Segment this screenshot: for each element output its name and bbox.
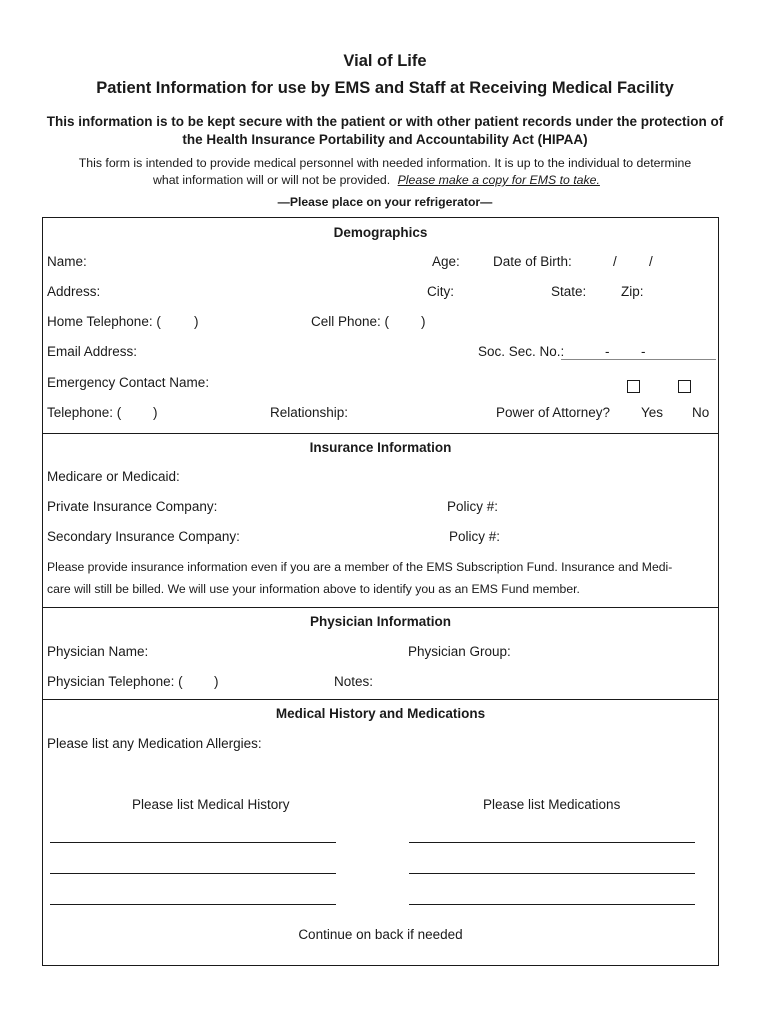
physician-telephone-label: Physician Telephone: ( bbox=[47, 674, 183, 689]
medications-line-2[interactable] bbox=[409, 873, 695, 874]
private-insurance-label: Private Insurance Company: bbox=[47, 499, 218, 514]
allergies-label: Please list any Medication Allergies: bbox=[47, 736, 262, 751]
home-phone-label: Home Telephone: ( bbox=[47, 314, 161, 329]
hipaa-line-2: the Health Insurance Portability and Accountability Act (HIPAA) bbox=[182, 132, 588, 147]
dob-slash-1: / bbox=[613, 254, 617, 269]
ssn-underline bbox=[561, 359, 716, 360]
medicare-label: Medicare or Medicaid: bbox=[47, 469, 180, 484]
address-label: Address: bbox=[47, 284, 101, 299]
home-phone-close-paren: ) bbox=[194, 314, 199, 329]
relationship-label: Relationship: bbox=[270, 405, 349, 420]
medical-heading: Medical History and Medications bbox=[275, 706, 486, 721]
cell-phone-label: Cell Phone: ( bbox=[311, 314, 390, 329]
state-label: State: bbox=[551, 284, 587, 299]
intro-text: what information will or will not be provided. bbox=[153, 173, 391, 187]
poa-label: Power of Attorney? bbox=[496, 405, 611, 420]
dob-label: Date of Birth: bbox=[493, 254, 572, 269]
intro-line-1: This form is intended to provide medical personnel with needed information. It is up to the individual to determine bbox=[78, 156, 692, 170]
physician-telephone-close-paren: ) bbox=[214, 674, 219, 689]
physician-name-label: Physician Name: bbox=[47, 644, 149, 659]
telephone-close-paren: ) bbox=[153, 405, 158, 420]
physician-group-label: Physician Group: bbox=[408, 644, 511, 659]
insurance-note-1: Please provide insurance information even if you are a member of the EMS Subscription Fund. Insurance and Medi- bbox=[47, 560, 673, 574]
insurance-note-2: care will still be billed. We will use your information above to identify you as an EMS Fund member. bbox=[47, 582, 580, 596]
history-line-2[interactable] bbox=[50, 873, 336, 874]
poa-yes-checkbox[interactable] bbox=[627, 380, 640, 393]
intro-line-2 bbox=[153, 173, 600, 187]
medical-history-label: Please list Medical History bbox=[132, 797, 290, 812]
email-label: Email Address: bbox=[47, 344, 138, 359]
history-line-3[interactable] bbox=[50, 904, 336, 905]
telephone-label: Telephone: ( bbox=[47, 405, 122, 420]
fridge-note: —Please place on your refrigerator— bbox=[277, 195, 493, 209]
ssn-dash-1: - bbox=[605, 344, 610, 359]
secondary-insurance-label: Secondary Insurance Company: bbox=[47, 529, 240, 544]
cell-phone-close-paren: ) bbox=[421, 314, 426, 329]
form-title: Vial of Life bbox=[343, 52, 427, 70]
insurance-heading: Insurance Information bbox=[309, 440, 452, 455]
medications-label: Please list Medications bbox=[483, 797, 621, 812]
dob-slash-2: / bbox=[649, 254, 653, 269]
policy-label-2: Policy #: bbox=[449, 529, 501, 544]
hipaa-line-1: This information is to be kept secure with the patient or with other patient records under the protection of bbox=[46, 114, 724, 129]
physician-notes-label: Notes: bbox=[334, 674, 374, 689]
continue-note: Continue on back if needed bbox=[298, 927, 463, 942]
emergency-contact-label: Emergency Contact Name: bbox=[47, 375, 210, 390]
ssn-dash-2: - bbox=[641, 344, 646, 359]
age-label: Age: bbox=[432, 254, 460, 269]
poa-no-checkbox[interactable] bbox=[678, 380, 691, 393]
history-line-1[interactable] bbox=[50, 842, 336, 843]
name-label: Name: bbox=[47, 254, 87, 269]
zip-label: Zip: bbox=[621, 284, 644, 299]
poa-yes-label: Yes bbox=[641, 405, 664, 420]
medications-line-1[interactable] bbox=[409, 842, 695, 843]
ssn-label: Soc. Sec. No.: bbox=[478, 344, 565, 359]
medications-line-3[interactable] bbox=[409, 904, 695, 905]
policy-label-1: Policy #: bbox=[447, 499, 499, 514]
copy-instruction: Please make a copy for EMS to take. bbox=[397, 173, 600, 187]
demographics-heading: Demographics bbox=[333, 225, 428, 240]
poa-no-label: No bbox=[692, 405, 710, 420]
city-label: City: bbox=[427, 284, 454, 299]
form-subtitle: Patient Information for use by EMS and Staff at Receiving Medical Facility bbox=[96, 79, 674, 97]
physician-heading: Physician Information bbox=[309, 614, 452, 629]
